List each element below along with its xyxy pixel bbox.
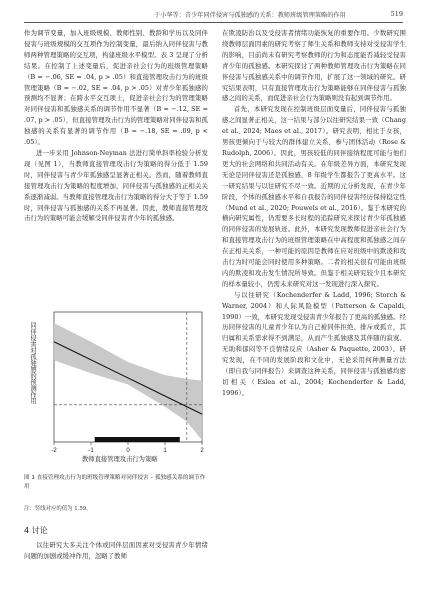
body-paragraph: 进一步采用 Johnson-Neyman 法进行简单斜率检验分析发现（见图 1），当教师直接管理攻击行为策略的得分低于 1.59 时，同伴侵害与青少年孤独感呈显著正相关。然而，随着教师直接管理攻击行为策略的程度增加，同伴侵害与孤独感的正相关关系逐渐减弱。当教师直接管理攻击行为策略的得分大于等于 1.59 时，同伴侵害与孤独感的关系不再显著。因此，教师直接管理攻击行为的策略可能会缓解受同伴侵害青少年的孤独感。 — [24, 148, 208, 223]
x-tick-label: 1 — [163, 448, 167, 454]
right-column — [222, 28, 406, 399]
section-heading: 4 讨论 — [24, 526, 48, 535]
figure-caption: 图 1 直接管理攻击行为的班级管理策略对同伴侵害 – 孤独感关系的调节作用 — [24, 475, 206, 490]
body-paragraph: 作为调节变量，加入班级规模、教师性别、教龄和学历以及同伴侵害与班级规模的交互项作为控制变量，最后纳入同伴侵害与教师两种管理策略的交互项，构建班级水平模型。表 3 呈现了分析结果。在控制了上述变量后，促进亲社会行为的班级管理策略（B = −.06, SE = .04, p > .05）和直接管理攻击行为的班级管理策略（B = −.02, SE = .04, p > .05）对青少年孤独感的预测均不显著；在跨水平交互项上，促进亲社会行为的管理策略对同伴侵害和孤独感关系的调节作用不显著（B = −.12, SE = .07, p > .05），但直接管理攻击行为的管理策略对同伴侵害和孤独感的关系有显著的调节作用（B = −.18, SE = .09, p < .05）。 — [24, 29, 208, 147]
body-paragraph: 在欺凌防治以及受侵害者情绪功能恢复的重要作用。少数研究围绕教师层面因素的研究考察了师生关系和教师支持对受侵害学生的影响，目前尚未有研究考察教师的行为和态度能否减轻受侵害青少年的孤独感。本研究探讨了两种教师管理攻击行为策略在同伴侵害与孤独感关系中的调节作用，扩展了这一领域的研究。研究结果表明，只有直接管理攻击行为策略能够在同伴侵害与孤独感之间的关系，而促进亲社会行为策略则没有起到调节作用。 — [222, 29, 406, 103]
confidence-band — [54, 323, 202, 440]
discussion-section — [24, 515, 208, 562]
left-column-top — [24, 28, 208, 224]
body-paragraph: 与以往研究（Kochenderfer & Ladd, 1996; Storch & Warner, 2004）和人际风险模型（Patterson & Capaldi, 1990）一致，本研究发现受侵害青少年报告了更高的孤独感。经历同伴侵害的儿童青少年认为自己被同伴拒绝、排斥或孤立，其归属和关系需求得不到满足，从而产生孤独感及其伴随的寂寞、无助和郁闷等不良情绪反应（Asher & Paquette, 2003）。研究发现，在不同的发展阶段和文化中，无论采用何种测量方法（即自我与同伴报告）来调查这种关系，同伴侵害与孤独感均密切相关（Eslea et al., 2004; Kochenderfer & Ladd, 1996）。 — [222, 290, 406, 397]
x-tick-label: -1 — [88, 448, 94, 454]
data-rug — [95, 437, 180, 442]
x-axis-label: 教师直接管理攻击行为策略 — [82, 456, 158, 463]
running-title: 于小华等：青少年同伴侵害与孤独感的关系：教师班级管理策略的作用 — [154, 12, 346, 19]
x-tick-label: -2 — [51, 448, 57, 454]
page-number: 519 — [390, 10, 403, 18]
y-axis-label: 同伴侵害对孤独感的预测作用 — [29, 322, 36, 404]
x-tick-label: 2 — [200, 448, 204, 454]
running-header — [24, 8, 403, 23]
body-paragraph: 首先，本研究发现在控制班级层面变量后，同伴侵害与孤独感之间显著正相关，这一结果与部分以往研究结果一致（Chang et al., 2024; Maes et al., 2017）。研究表明，相比于女孩，男孩更倾向于与较大的群体建立关系，参与团体活动（Rose & Rudolph, 2006）。因此，男孩较低的同伴接纳程度可能与他们更大的社会网络和共同活动有关。在年级差异方面，本研究发现无论是同伴侵害还是孤独感，8 年级学生都报告了更高水平。这一研究结果与以往研究不尽一致。近期的元分析发现，在青少年阶段，个体的孤独感水平和自我报告的同伴侵害经历保持稳定性（Mund et al., 2020; Pouwels et al., 2016）。鉴于本研究的横向研究属性，仍需要多长时程的追踪研究来探讨青少年孤独感的同伴侵害的发展轨迹。此外，本研究发现教师促进亲社会行为和直接管理攻击行为的班级管理策略在中高程度和孤独感之间存在正相关关系，一种可能的原因是教师在应对班级中的欺凌和攻击行为时可能会同时使用多种策略。二者的相关很有可能由班级内的欺凌和攻击发生情况所导致。但鉴于相关研究较少且本研究的样本量较小，仍需未来研究对这一发现进行深入探究。 — [222, 105, 406, 288]
figure-1 — [24, 292, 214, 467]
body-paragraph: 以往研究大多关注个体或同伴层面因素对受侵害青少年情绪问题的加剧或缓冲作用，忽略了教师 — [24, 541, 208, 560]
plot-area — [24, 292, 214, 467]
x-tick-label: 0 — [126, 448, 130, 454]
figure-note: 注：竖线对应的值为 1.59。 — [24, 506, 92, 512]
